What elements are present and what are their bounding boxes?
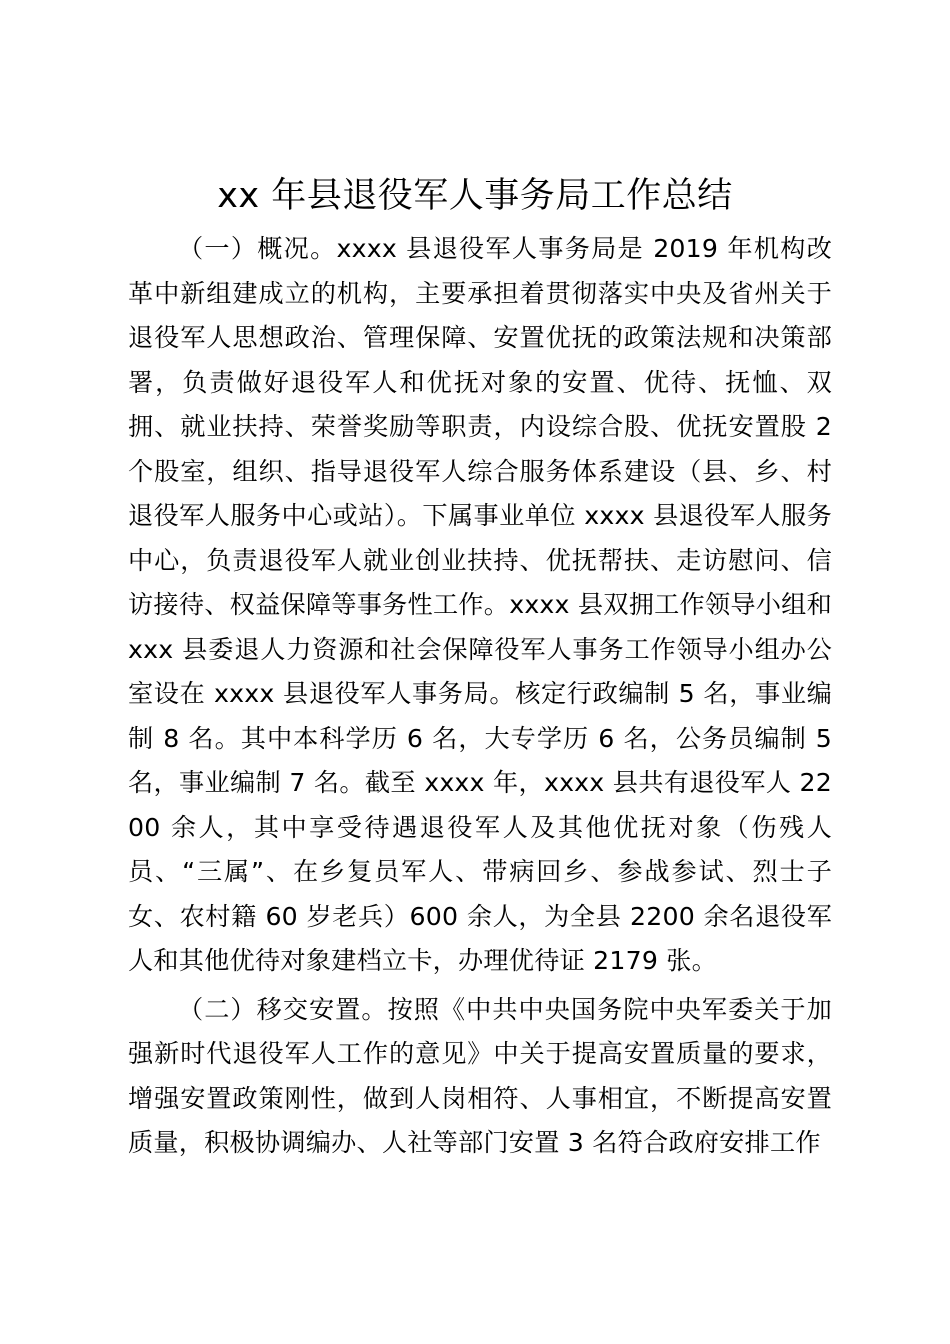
document-title: xx 年县退役军人事务局工作总结: [217, 176, 733, 216]
paragraph-transfer-placement: （二）移交安置。按照《中共中央国务院中央军委关于加强新时代退役军人工作的意见》中关于提高安置质量的要求，增强安置政策刚性，做到人岗相符、人事相宜，不断提高安置质量，积极协调编办、人社等部门安置 3 名符合政府安排工作: [128, 994, 832, 1157]
document-body: [128, 227, 832, 1166]
paragraph-overview: （一）概况。xxxx 县退役军人事务局是 2019 年机构改革中新组建成立的机构，主要承担着贯彻落实中央及省州关于退役军人思想政治、管理保障、安置优抚的政策法规和决策部署，负责做好退役军人和优抚对象的安置、优待、抚恤、双拥、就业扶持、荣誉奖励等职责，内设综合股、优抚安置股 2 个股室，组织、指导退役军人综合服务体系建设（县、乡、村退役军人服务中心或站）。下属事业单位 xxxx 县退役军人服务中心，负责退役军人就业创业扶持、优抚帮扶、走访慰问、信访接待、权益保障等事务性工作。xxxx 县双拥工作领导小组和 xxx 县委退人力资源和社会保障役军人事务工作领导小组办公室设在 xxxx 县退役军人事务局。核定行政编制 5 名，事业编制 8 名。其中本科学历 6 名，大专学历 6 名，公务员编制 5 名，事业编制 7 名。截至 xxxx 年，xxxx 县共有退役军人 2200 余人，其中享受待遇退役军人及其他优抚对象（伤残人员、“三属”、在乡复员军人、带病回乡、参战参试、烈士子女、农村籍 60 岁老兵）600 余人，为全县 2200 余名退役军人和其他优待对象建档立卡，办理优待证 2179 张。: [128, 234, 832, 975]
